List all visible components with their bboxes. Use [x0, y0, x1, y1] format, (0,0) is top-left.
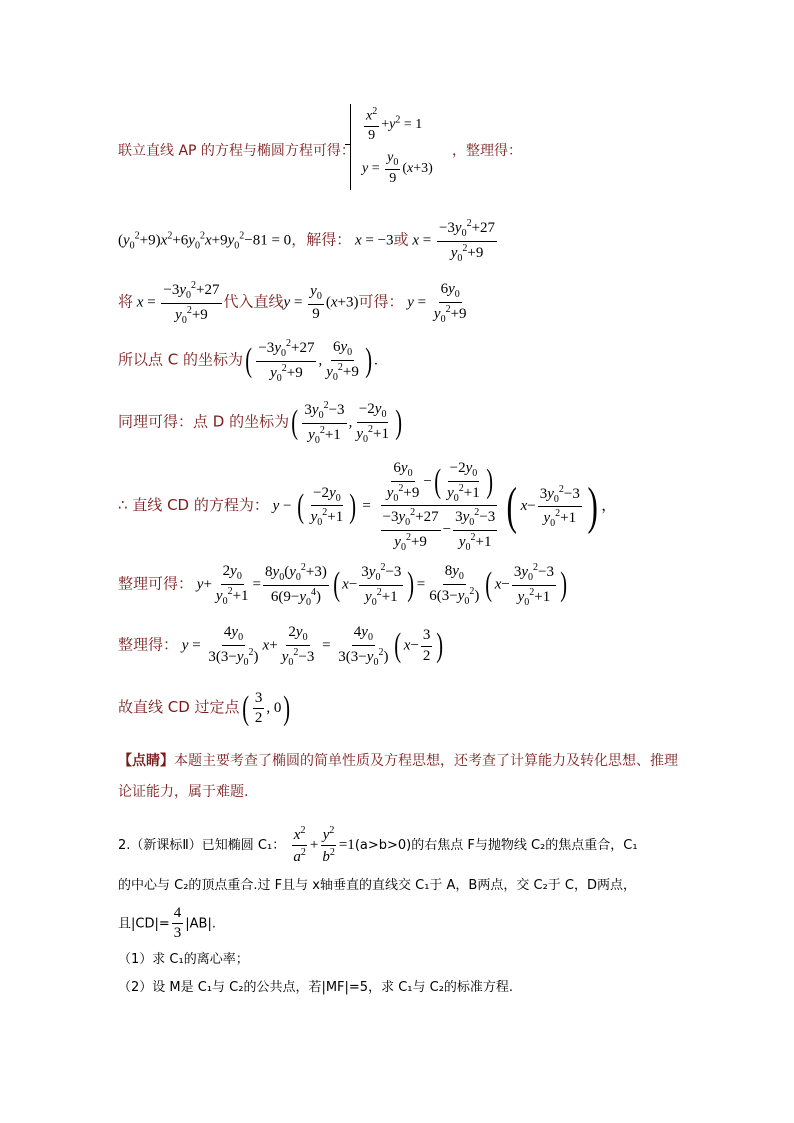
q2-line-2: 的中心与 C₂的顶点重合.过 F且与 x轴垂直的直线交 C₁于 A，B两点，交 C₂于 C，D两点， — [118, 878, 636, 893]
l7-prefix: 整理可得： — [118, 574, 194, 593]
q2-line3b: |AB|. — [185, 916, 216, 932]
q2-line-1: 2.（新课标Ⅱ）已知椭圆 C₁： $\frac{x^2}{a^2}$ + $\frac{y^2}{b^2}$ =1(a>b>0)的右焦点 F与抛物线 C₂的焦点重合，C₁ — [118, 825, 638, 866]
system-eq-2: y = $\frac{y_0}{9}$ (x+3) — [362, 150, 433, 187]
q2-line-3: 且|CD|= $\frac{4}{3}$ |AB|. — [118, 905, 216, 942]
l1-prefix: 联立直线 AP 的方程与椭圆方程可得： — [118, 143, 355, 159]
q2-intro2: (a>b>0)的右焦点 F与抛物线 C₂的焦点重合，C₁ — [354, 838, 638, 854]
l4-end: . — [374, 352, 378, 369]
q2-part-2: （2）设 M是 C₁与 C₂的公共点，若|MF|=5，求 C₁与 C₂的标准方程. — [118, 980, 514, 995]
text-line-1 — [118, 140, 355, 160]
text-line-9: 故直线 CD 过定点( $\frac{3}{2}$ , 0) — [118, 689, 291, 727]
l3-mid: 代入直线 — [223, 292, 284, 311]
text-line-8: 整理得： y = $\frac{4y_0}{3(3-y_0^2)}$ x+ $\frac{2y_0}{y_0^2-3}$ = $\frac{4y_0}{3(3-y_0^2)}$ ( x− $\frac{3}{2}$ ) — [118, 624, 444, 668]
l1-suffix: ，整理得： — [452, 143, 522, 159]
comment-line-1 — [118, 750, 678, 770]
q2-part-1: （1）求 C₁的离心率； — [118, 952, 249, 967]
l4-prefix: 所以点 C 的坐标为 — [118, 350, 244, 369]
q2-intro1: 2.（新课标Ⅱ）已知椭圆 C₁： — [118, 838, 286, 854]
text-line-5: 同理可得：点 D 的坐标为( $\frac{3y_0^2-3}{y_0^2+1}$ , $\frac{-2y_0}{y_0^2+1}$ ) — [118, 400, 403, 446]
l9-prefix: 故直线 CD 过定点 — [118, 698, 240, 717]
q2-line3a: 且|CD|= — [118, 916, 170, 932]
l3-mid2: 可得： — [358, 292, 404, 311]
l2-mid: ，解得： — [291, 230, 352, 249]
text-line-4: 所以点 C 的坐标为( $\frac{-3y_0^2+27}{y_0^2+9}$ , $\frac{6y_0}{y_0^2+9}$ ) . — [118, 338, 378, 384]
comment-tag: 【点睛】 — [118, 753, 174, 769]
comment-text-1: 本题主要考查了椭圆的简单性质及方程思想，还考查了计算能力及转化思想、推理 — [174, 753, 678, 769]
l5-prefix: 同理可得：点 D 的坐标为 — [118, 412, 290, 431]
l6-prefix: ∴ 直线 CD 的方程为： — [118, 495, 269, 514]
l3-prefix: 将 — [118, 292, 134, 311]
comment-line-2: 论证能力，属于难题. — [118, 784, 249, 800]
text-line-3: 将 x = $\frac{-3y_0^2+27}{y_0^2+9}$ 代入直线y = $\frac{y_0}{9}$ (x+3)可得： y = $\frac{6y_0}{y_0^2+9}$ — [118, 280, 467, 326]
text-line-2: $(y_0^2+9)x^2+6y_0^2x+9y_0^2-81 = 0$，解得： x = −3或 x = $\frac{-3y_0^2+27}{y_0^2+9}$ — [118, 218, 496, 264]
l8-prefix: 整理得： — [118, 635, 179, 654]
l6-end: ， — [601, 497, 617, 514]
text-line-6: ∴ 直线 CD 的方程为： y − ( $\frac{-2y_0}{y_0^2+1}$ ) = $\frac{6y_0}{y_0^2+9}$ −( $\frac{-2y_0}{y_0^2+1}$ ) $\frac{-3y_0^2+27}{y_0^2+9}$ − $\frac{3y_0^2-3}{y_0^2+1}$ ( x− $\frac{3y_0^2-3}{y_0^2+1}$ ) ， — [118, 460, 617, 553]
system-eq-1: $\frac{x^2}{9}$ $+y^2 = 1$ — [366, 106, 423, 143]
text-line-7: 整理可得： y+ $\frac{2y_0}{y_0^2+1}$ = $\frac{8y_0(y_0^2+3)}{6(9-y_0^4)}$ ( x− $\frac{3y_0^2-3}{y_0^2+1}$ ) = $\frac{8y_0}{6(3-y_0^2)}$ ( x− $\frac{3y_0^2-3}{y_0^2+1}$ ) — [118, 562, 568, 608]
system-brace — [350, 104, 361, 190]
